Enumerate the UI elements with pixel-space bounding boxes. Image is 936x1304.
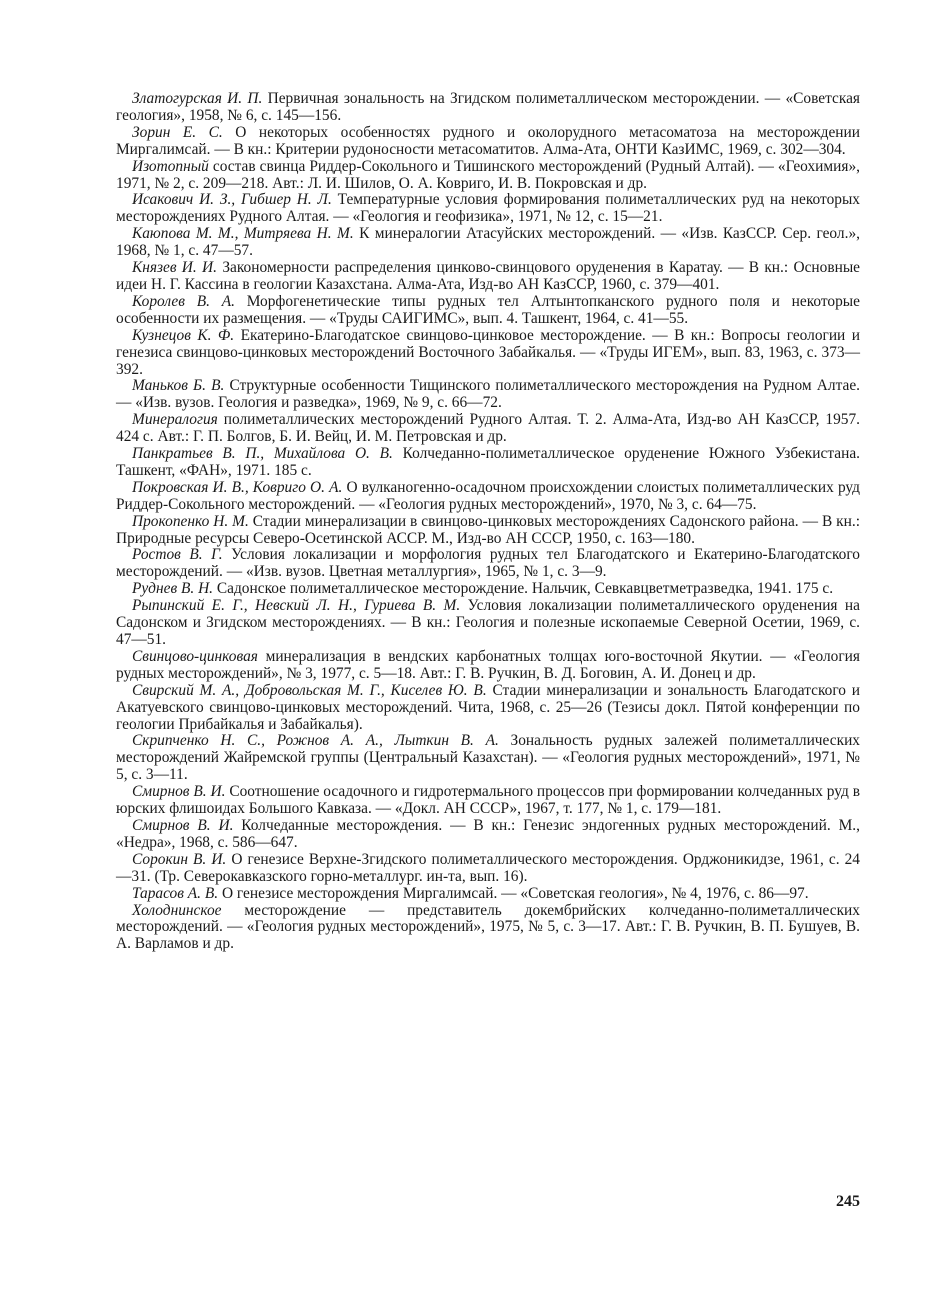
reference-text: Условия локализации полиметаллического оруденения на Садонском и Згидском месторождениях. — В кн.: Геология и полезные ископаемые Северной Осетии, 1969, с. 47—51. [116, 597, 860, 648]
page-number: 245 [836, 1193, 860, 1210]
reference-entry [116, 547, 860, 581]
reference-entry [116, 294, 860, 328]
reference-text: Стадии минерализации и зональность Благодатского и Акатуевского свинцово-цинковых месторождений. Чита, 1968, с. 25—26 (Тезисы докл. Пятой конференции по геологии Прибайкалья и Забайкалья). [116, 681, 860, 733]
reference-entry [116, 683, 860, 734]
reference-author: Ростов В. Г. [132, 546, 223, 564]
reference-text: Стадии минерализации в свинцово-цинковых месторождениях Садонского района. — В кн.: Природные ресурсы Северо-Осетинской АССР. М., Изд-во АН СССР, 1950, с. 163—180. [116, 512, 861, 547]
reference-text: Колчеданные месторождения. — В кн.: Генезис эндогенных рудных месторождений. М., «Недра», 1968, с. 586—647. [116, 816, 860, 851]
reference-author: Свирский М. А., Добровольская М. Г., Киселев Ю. В. [132, 681, 487, 699]
reference-entry [116, 903, 860, 954]
reference-entry [116, 598, 860, 649]
reference-author: Панкратьев В. П., Михайлова О. В. [132, 445, 393, 463]
reference-text: месторождение — представитель докембрийских колчеданно-полиметаллических месторождений. — «Геология рудных месторождений», 1975, № 5, с. 3—17. Авт.: Г. В. Ручкин, В. П. Бушуев, В. А. Варламов и др. [116, 901, 860, 953]
reference-author: Сорокин В. И. [132, 850, 227, 868]
reference-text: Температурные условия формирования полиметаллических руд на некоторых месторождениях Рудного Алтая. — «Геология и геофизика», 1971, № 12, с. 15—21. [116, 191, 860, 226]
reference-text: Соотношение осадочного и гидротермального процессов при формировании колчеданных руд в юрских флишоидах Большого Кавказа. — «Докл. АН СССР», 1967, т. 177, № 1, с. 179—181. [116, 783, 860, 818]
reference-entry [116, 784, 860, 818]
reference-author: Тарасов А. В. [132, 884, 219, 902]
reference-author: Каюпова М. М., Митряева Н. М. [132, 225, 354, 243]
reference-entry [116, 446, 860, 480]
reference-text: О генезисе Верхне-Згидского полиметаллического месторождения. Орджоникидзе, 1961, с. 24—31. (Тр. Северокавказского горно-металлург. ин-та, вып. 16). [116, 850, 860, 885]
reference-author: Прокопенко Н. М. [132, 512, 249, 530]
reference-author: Зорин Е. С. [132, 123, 223, 141]
reference-author: Изотопный [132, 157, 209, 175]
reference-author: Князев И. И. [132, 259, 218, 277]
reference-text: Структурные особенности Тищинского полиметаллического месторождения на Рудном Алтае. — «Изв. вузов. Геология и разведка», 1969, № 9, с. 66—72. [116, 377, 860, 412]
reference-text: Садонское полиметаллическое месторождение. Нальчик, Севкавцветметразведка, 1941. 175 с. [213, 580, 834, 598]
reference-author: Смирнов В. И. [132, 816, 234, 834]
reference-text: О генезисе месторождения Миргалимсай. — «Советская геология», № 4, 1976, с. 86—97. [218, 884, 809, 902]
reference-entry [116, 125, 860, 159]
reference-author: Руднев В. Н. [132, 580, 214, 598]
reference-entry [116, 412, 860, 446]
reference-text: Колчеданно-полиметаллическое оруденение Южного Узбекистана. Ташкент, «ФАН», 1971. 185 с. [116, 445, 861, 479]
reference-entry [116, 192, 860, 226]
reference-author: Златогурская И. П. [132, 90, 263, 107]
reference-text: О некоторых особенностях рудного и околорудного метасоматоза на месторождении Миргалимсай. — В кн.: Критерии рудоносности метасоматитов. Алма-Ата, ОНТИ КазИМС, 1969, с. 302—304. [116, 123, 860, 158]
reference-text: О вулканогенно-осадочном происхождении слоистых полиметаллических руд Риддер-Сокольного месторождений. — «Геология рудных месторождений», 1970, № 3, с. 64—75. [116, 478, 860, 513]
reference-text: К минералогии Атасуйских месторождений. — «Изв. КазССР. Сер. геол.», 1968, № 1, с. 47—57. [116, 225, 860, 260]
reference-text: Условия локализации и морфология рудных тел Благодатского и Екатерино-Благодатского месторождений. — «Изв. вузов. Цветная металлургия», 1965, № 1, с. 3—9. [116, 546, 860, 581]
reference-author: Кузнецов К. Ф. [132, 326, 235, 344]
reference-author: Холоднинское [132, 901, 222, 919]
reference-entry [116, 581, 860, 598]
reference-entry [116, 514, 860, 548]
reference-author: Свинцово-цинковая [132, 647, 258, 665]
reference-entry [116, 852, 860, 886]
reference-text: Зональность рудных залежей полиметаллических месторождений Жайремской группы (Центральный Казахстан). — «Геология рудных месторождений», 1971, № 5, с. 3—11. [116, 732, 860, 784]
reference-text: состав свинца Риддер-Сокольного и Тишинского месторождений (Рудный Алтай). — «Геохимия», 1971, № 2, с. 209—218. Авт.: Л. И. Шилов, О. А. Ковриго, И. В. Покровская и др. [116, 157, 860, 192]
reference-text: Екатерино-Благодатское свинцово-цинковое месторождение. — В кн.: Вопросы геологии и генезиса свинцово-цинковых месторождений Восточного Забайкалья. — «Труды ИГЕМ», вып. 83, 1963, с. 373—392. [116, 326, 860, 378]
reference-author: Покровская И. В., Ковриго О. А. [132, 478, 343, 496]
reference-entry [116, 733, 860, 784]
reference-list [116, 91, 860, 953]
reference-entry [116, 886, 860, 903]
reference-author: Скрипченко Н. С., Рожнов А. А., Лыткин В. А. [132, 732, 499, 750]
reference-entry [116, 480, 860, 514]
reference-entry [116, 378, 860, 412]
reference-author: Рыпинский Е. Г., Невский Л. Н., Гуриева В. М. [132, 597, 461, 615]
reference-entry [116, 649, 860, 683]
reference-author: Королев В. А. [132, 292, 235, 310]
reference-text: Закономерности распределения цинково-свинцового оруденения в Каратау. — В кн.: Основные идеи Н. Г. Кассина в геологии Казахстана. Алма-Ата, Изд-во АН КазССР, 1960, с. 379—401. [116, 259, 861, 293]
reference-author: Смирнов В. И. [132, 783, 226, 801]
reference-text: Морфогенетические типы рудных тел Алтынтопканского рудного поля и некоторые особенности их размещения. — «Труды САИГИМС», вып. 4. Ташкент, 1964, с. 41—55. [116, 292, 860, 327]
reference-entry [116, 260, 860, 294]
reference-author: Минералогия [132, 411, 218, 429]
reference-author: Исакович И. З., Гибшер Н. Л. [132, 191, 332, 209]
reference-entry [116, 159, 860, 193]
reference-text: полиметаллических месторождений Рудного Алтая. Т. 2. Алма-Ата, Изд-во АН КазССР, 1957. 424 с. Авт.: Г. П. Болгов, Б. И. Вейц, И. М. Петровская и др. [116, 411, 860, 446]
reference-entry [116, 91, 860, 125]
reference-entry [116, 328, 860, 379]
reference-author: Маньков Б. В. [132, 377, 225, 395]
reference-text: минерализация в вендских карбонатных толщах юго-восточной Якутии. — «Геология рудных месторождений», № 3, 1977, с. 5—18. Авт.: Г. В. Ручкин, В. Д. Боговин, А. И. Донец и др. [116, 647, 860, 682]
reference-text: Первичная зональность на Згидском полиметаллическом месторождении. — «Советская геология», 1958, № 6, с. 145—156. [116, 90, 861, 124]
reference-entry [116, 818, 860, 852]
bibliography-page [116, 91, 860, 953]
reference-entry [116, 226, 860, 260]
